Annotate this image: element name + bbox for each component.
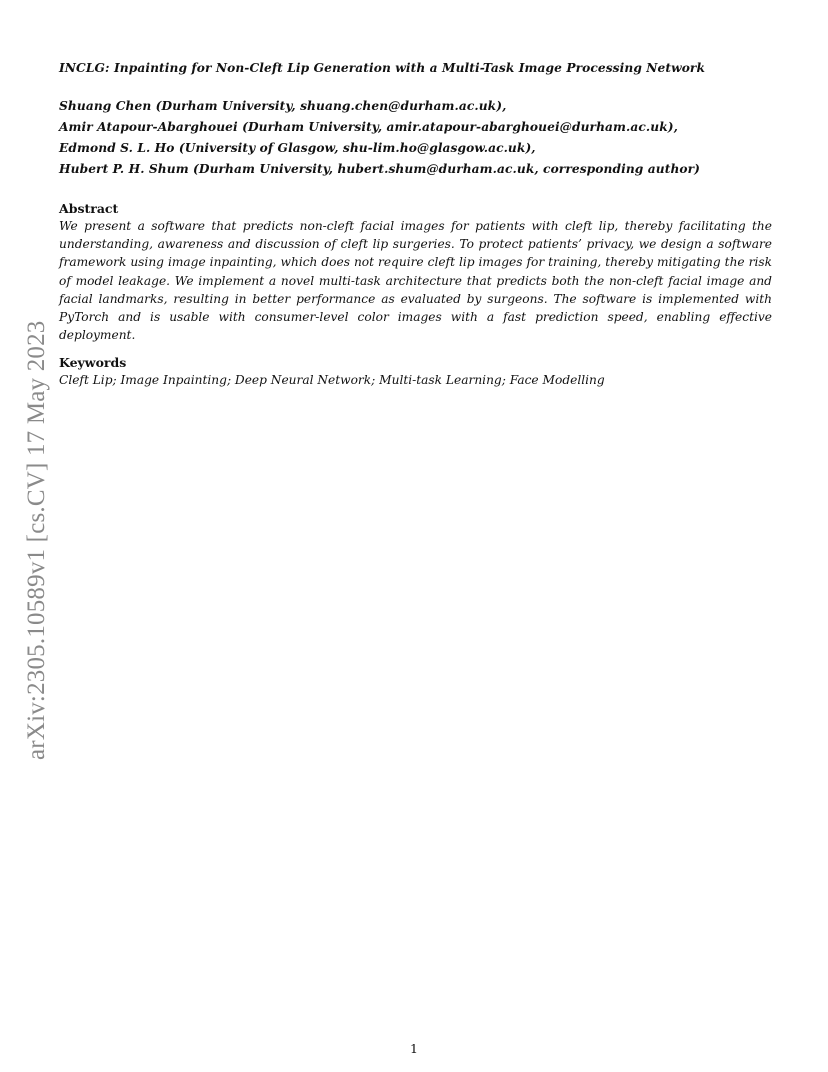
keywords-heading: Keywords xyxy=(59,355,127,371)
page-number: 1 xyxy=(410,1041,418,1056)
abstract-heading: Abstract xyxy=(59,201,119,216)
author-list xyxy=(59,96,772,180)
author-line: Edmond S. L. Ho (University of Glasgow, shu-lim.ho@glasgow.ac.uk), xyxy=(59,141,536,155)
paper-content xyxy=(59,60,772,389)
arxiv-identifier-stamp: arXiv:2305.10589v1 [cs.CV] 17 May 2023 xyxy=(23,320,50,760)
author-line: Shuang Chen (Durham University, shuang.chen@durham.ac.uk), xyxy=(59,99,507,113)
paper-title: INCLG: Inpainting for Non-Cleft Lip Generation with a Multi-Task Image Processing Network xyxy=(59,61,706,75)
keywords-text: Cleft Lip; Image Inpainting; Deep Neural Network; Multi-task Learning; Face Modelling xyxy=(59,373,605,388)
author-line: Amir Atapour-Abarghouei (Durham University, amir.atapour-abarghouei@durham.ac.uk), xyxy=(59,120,678,134)
abstract-text: We present a software that predicts non-cleft facial images for patients with cleft lip, thereby facilitating the understanding, awareness and discussion of cleft lip surgeries. To protect patients’ privacy, we design a software framework using image inpainting, which does not require cleft lip images for training, thereby mitigating the risk of model leakage. We implement a novel multi-task architecture that predicts both the non-cleft facial image and facial landmarks, resulting in better performance as evaluated by surgeons. The software is implemented with PyTorch and is usable with consumer-level color images with a fast prediction speed, enabling effective deployment. xyxy=(59,219,772,343)
author-line: Hubert P. H. Shum (Durham University, hubert.shum@durham.ac.uk, corresponding author) xyxy=(59,162,701,176)
